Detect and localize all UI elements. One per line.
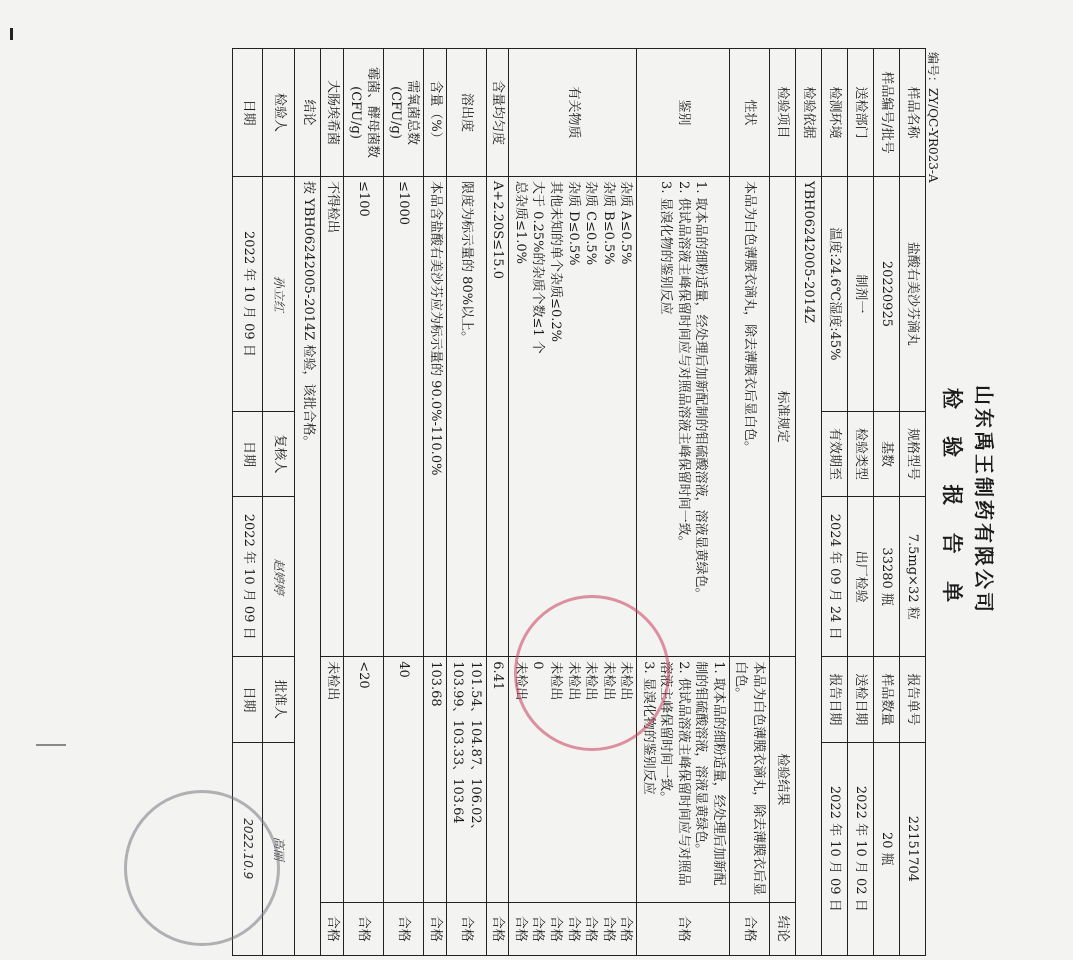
item-name: 有关物质: [509, 49, 637, 177]
item-name: 霉菌、酵母菌数 (CFU/g): [343, 49, 383, 177]
item-result: 40: [384, 657, 424, 902]
reviewer-date: 2022 年 10 月 09 日: [233, 497, 263, 657]
label-qty: 样品数量: [874, 657, 900, 742]
label-reviewer-date: 日期: [233, 411, 263, 496]
value-report-date: 2022 年 10 月 09 日: [822, 742, 848, 955]
item-result: 6.41: [486, 657, 509, 902]
label-approver: 批准人: [263, 657, 295, 742]
test-items: [321, 49, 770, 956]
header-standard: 标准规定: [770, 177, 796, 657]
item-standard: A+2.20S≤15.0: [486, 177, 509, 657]
approver-date: 2022.10.9: [233, 742, 263, 955]
item-standard: 不得检出: [321, 177, 344, 657]
item-result: 101.54、104.87、106.02、 103.99、103.33、103.64: [446, 657, 486, 902]
label-dept: 送检部门: [848, 49, 874, 177]
value-batch: 20220925: [874, 177, 900, 412]
value-expiry: 2024 年 09 月 24 日: [822, 497, 848, 657]
value-basis: YBH06242005-2014Z: [796, 177, 822, 956]
reviewer-signature: 赵婷婷: [263, 497, 295, 657]
item-result: 103.68: [424, 657, 447, 902]
item-result: <20: [343, 657, 383, 902]
item-conclusion: 合格: [343, 902, 383, 955]
approver-signature: 高丽: [263, 742, 295, 955]
item-result: 未检出: [321, 657, 344, 902]
label-report-no: 报告单号: [900, 657, 926, 742]
value-dept: 制剂一: [848, 177, 874, 412]
item-standard: 本品为白色薄膜衣滴丸，除去薄膜衣后显白色。: [729, 177, 769, 657]
test-item-row: [509, 49, 637, 956]
header-item: 检验项目: [770, 49, 796, 177]
value-spec: 7.5mg×32 粒: [900, 497, 926, 657]
red-stamp-corner: [124, 790, 280, 946]
header-result: 检验结果: [770, 657, 796, 902]
test-item-row: [321, 49, 344, 956]
red-stamp-center: [514, 595, 670, 751]
item-conclusion: 合格: [486, 902, 509, 955]
row-dept: [848, 49, 874, 956]
label-tester-date: 日期: [233, 49, 263, 177]
header-conclusion: 结论: [770, 902, 796, 955]
item-conclusion: 合格: [424, 902, 447, 955]
value-type: 出厂检验: [848, 497, 874, 657]
value-base: 33280 瓶: [874, 497, 900, 657]
item-name: 大肠埃希菌: [321, 49, 344, 177]
report-title: 检 验 报 告 单: [940, 387, 965, 613]
item-conclusion: 合格: [321, 902, 344, 955]
value-qty: 20 瓶: [874, 742, 900, 955]
item-result: 本品为白色薄膜衣滴丸，除去薄膜衣后显白色。: [729, 657, 769, 902]
value-product: 盐酸右美沙芬滴丸: [900, 177, 926, 412]
test-item-row: [729, 49, 769, 956]
item-conclusion: 合格: [446, 902, 486, 955]
label-type: 检验类型: [848, 411, 874, 496]
item-result: 未检出 未检出 未检出 未检出 未检出 0 未检出: [509, 657, 637, 902]
label-batch: 样品编号/批号: [874, 49, 900, 177]
item-standard: 杂质 A≤0.5% 杂质 B≤0.5% 杂质 C≤0.5% 杂质 D≤0.5% 其他未知的单个杂质≤0.2% 大于 0.25%的杂质个数≤1 个 总杂质≤1.0%: [509, 177, 637, 657]
item-standard: ≤100: [343, 177, 383, 657]
item-name: 含量均匀度: [486, 49, 509, 177]
report-table: [232, 48, 926, 956]
test-item-row: [637, 49, 730, 956]
item-standard: 限度为标示量的 80%以上。: [446, 177, 486, 657]
row-signatures: [263, 49, 295, 956]
row-basis: [796, 49, 822, 956]
company-name: 山东禹王制药有限公司: [972, 385, 996, 615]
label-spec: 规格型号: [900, 411, 926, 496]
item-standard: 1. 取本品的细粉适量，经处理后加新配制的钼硫酸溶液，溶液显黄绿色。 2. 供试品溶液主峰保留时间应与对照品溶液主峰保留时间一致。 3. 显溴化物的鉴别反应: [637, 177, 730, 657]
item-conclusion: 合格: [384, 902, 424, 955]
label-reviewer: 复核人: [263, 411, 295, 496]
test-item-row: [343, 49, 383, 956]
item-conclusion: 合格 合格 合格 合格 合格 合格 合格: [509, 902, 637, 955]
label-date: 送检日期: [848, 657, 874, 742]
label-verdict: 结论: [295, 49, 321, 177]
scan-mark: [10, 28, 13, 40]
label-base: 基数: [874, 411, 900, 496]
value-date: 2022 年 10 月 02 日: [848, 742, 874, 955]
item-name: 性状: [729, 49, 769, 177]
row-verdict: [295, 49, 321, 956]
item-standard: ≤1000: [384, 177, 424, 657]
value-verdict: 按 YBH06242005-2014Z 检验，该批合格。: [295, 177, 321, 956]
item-name: 鉴别: [637, 49, 730, 177]
label-basis: 检验依据: [796, 49, 822, 177]
row-batch: [874, 49, 900, 956]
label-approver-date: 日期: [233, 657, 263, 742]
label-product: 样品名称: [900, 49, 926, 177]
document-code: 编号：ZY/QC-YR023-A: [926, 52, 940, 183]
label-tester: 检验人: [263, 49, 295, 177]
test-item-row: [486, 49, 509, 956]
item-result: 1. 取本品的细粉适量，经处理后加新配制的钼硫酸溶液，溶液显黄绿色。 2. 供试品溶液主峰保留时间应与对照品溶液主峰保留时间一致。 3. 显溴化物的鉴别反应: [637, 657, 730, 902]
row-header: [770, 49, 796, 956]
row-product: [900, 49, 926, 956]
label-expiry: 有效期至: [822, 411, 848, 496]
item-name: 需氧菌总数 (CFU/g): [384, 49, 424, 177]
tester-signature: 孙立红: [263, 177, 295, 412]
test-item-row: [446, 49, 486, 956]
test-item-row: [424, 49, 447, 956]
item-name: 溶出度: [446, 49, 486, 177]
value-env: 温度:24.6℃湿度:45%: [822, 177, 848, 412]
item-standard: 本品含盐酸右美沙芬应为标示量的 90.0%-110.0%: [424, 177, 447, 657]
item-conclusion: 合格: [729, 902, 769, 955]
test-item-row: [384, 49, 424, 956]
label-env: 检测环境: [822, 49, 848, 177]
report-sheet: [80, 40, 1000, 942]
value-report-no: 22151704: [900, 742, 926, 955]
label-report-date: 报告日期: [822, 657, 848, 742]
tester-date: 2022 年 10 月 09 日: [233, 177, 263, 412]
item-conclusion: 合格: [637, 902, 730, 955]
item-name: 含量（%）: [424, 49, 447, 177]
row-env: [822, 49, 848, 956]
scan-mark: [36, 744, 66, 746]
